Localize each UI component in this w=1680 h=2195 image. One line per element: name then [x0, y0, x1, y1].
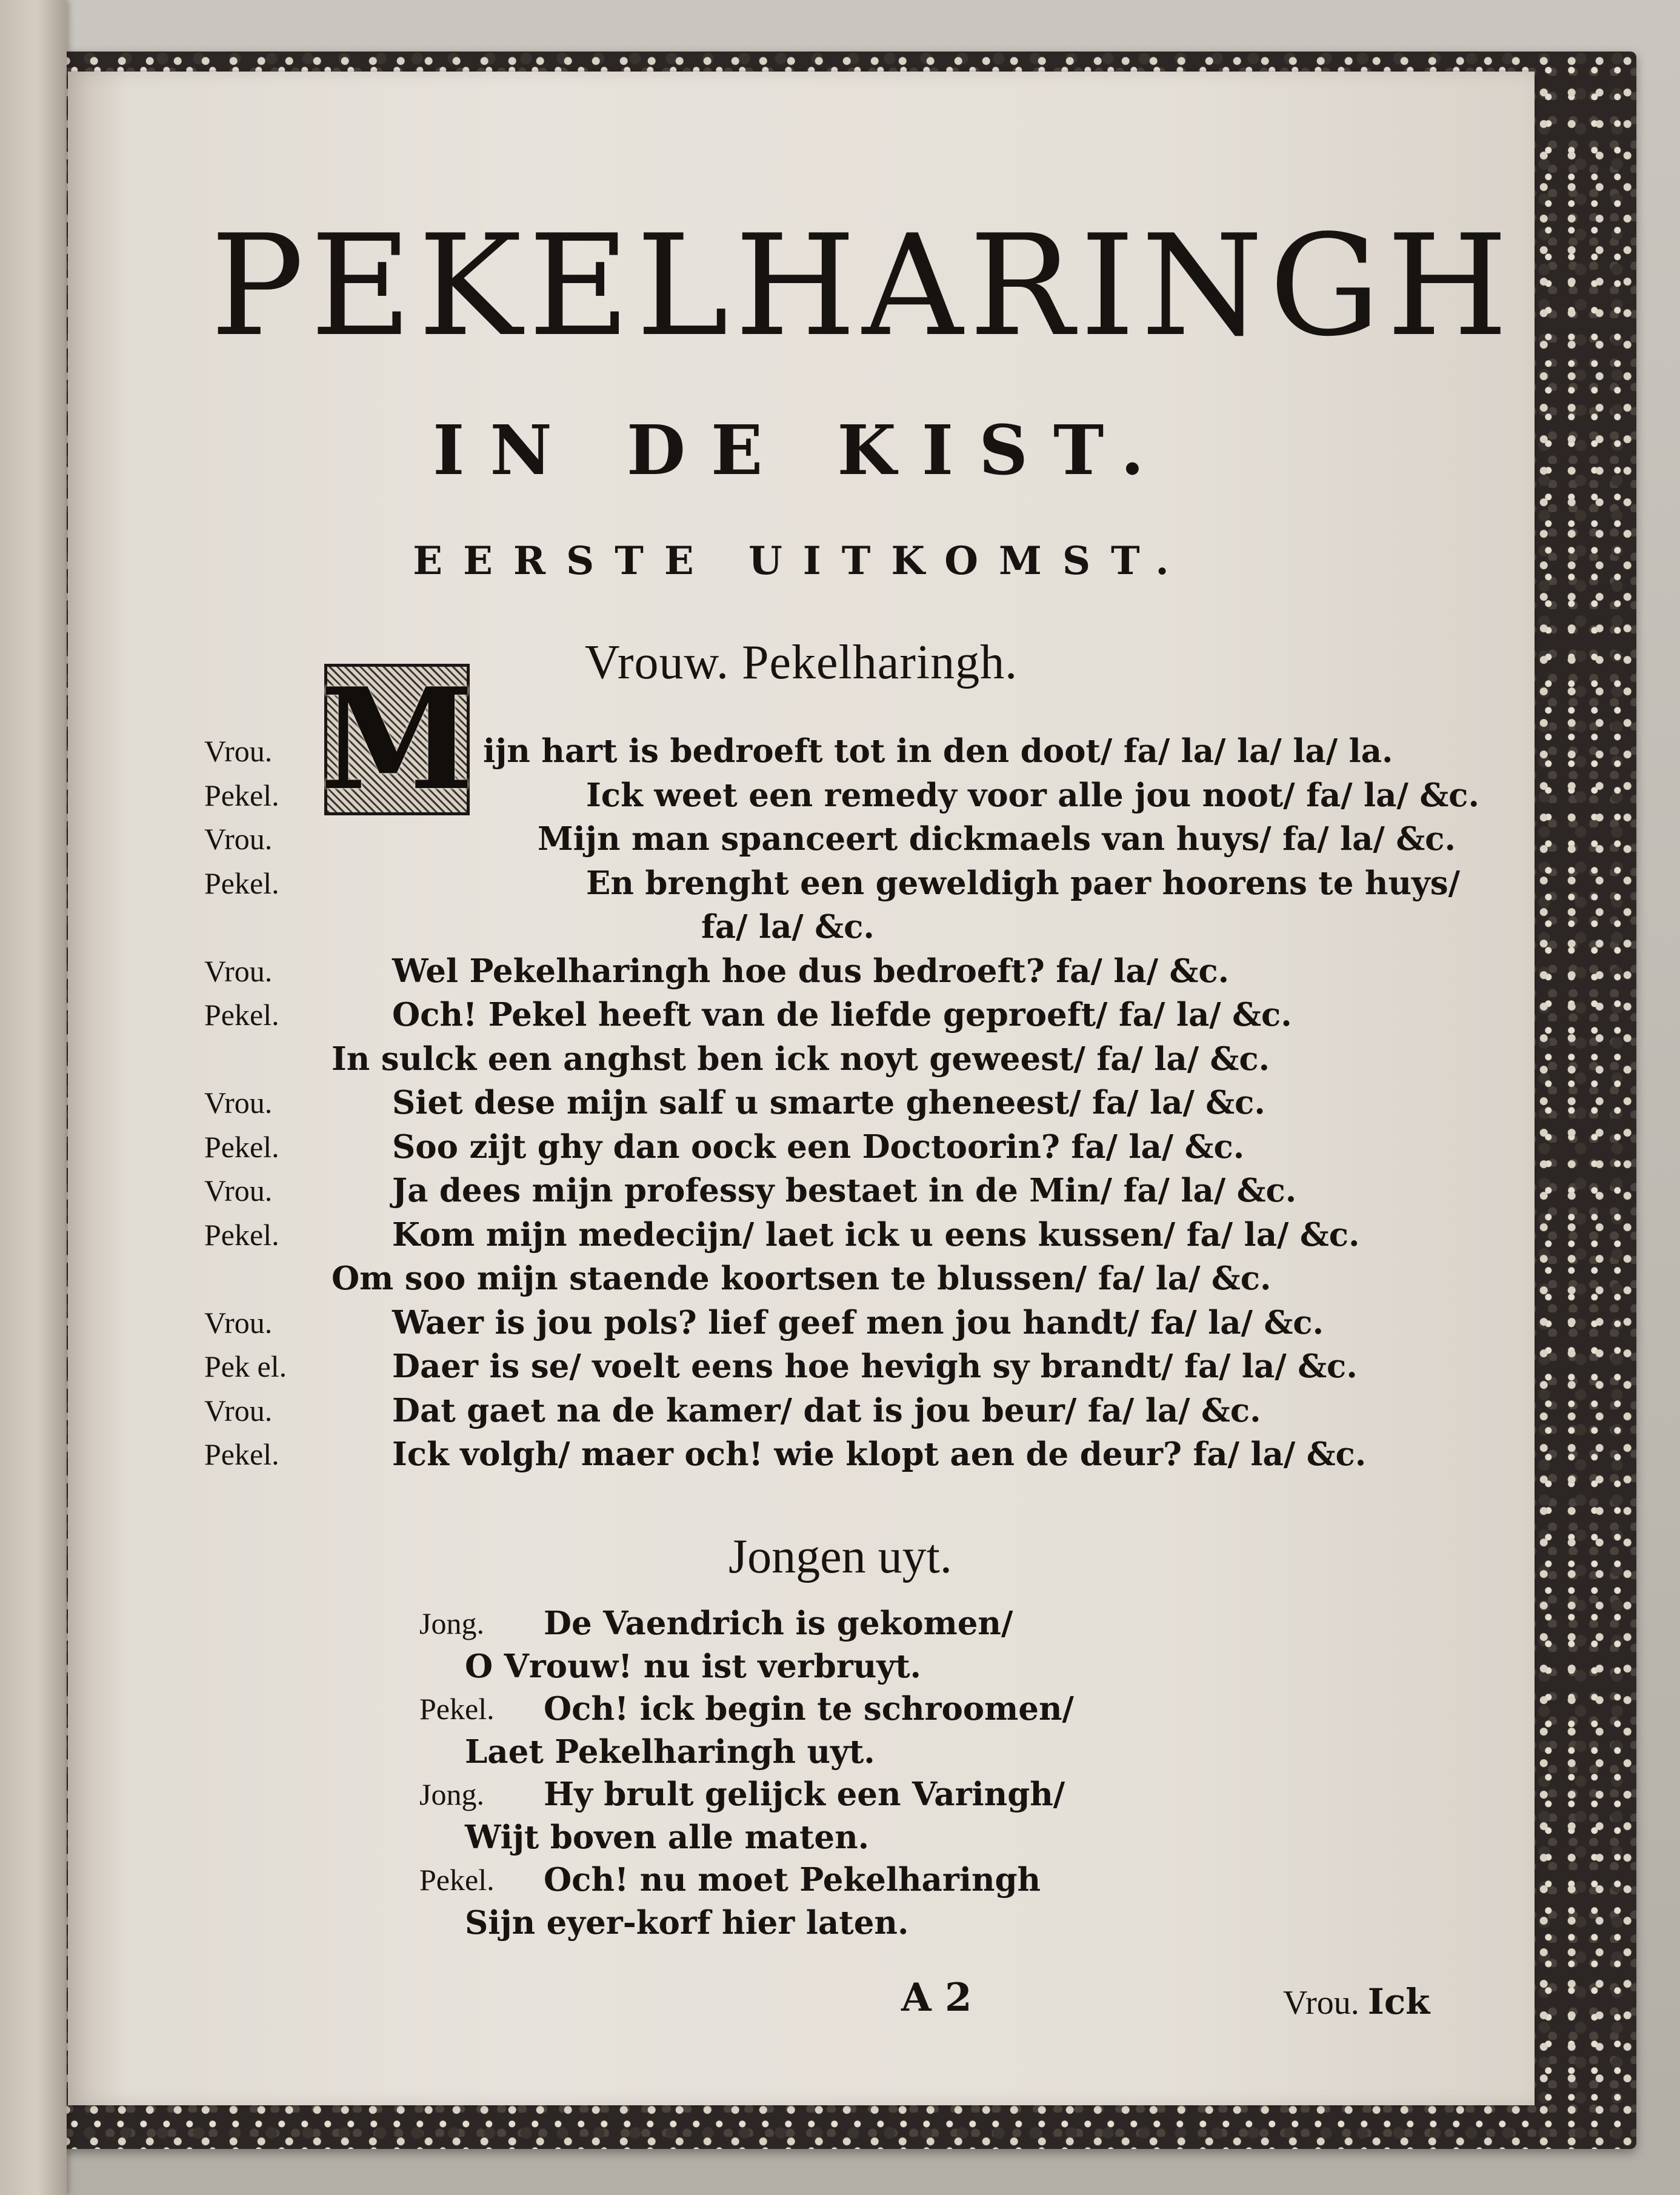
- speaker-label: Vrou.: [204, 1174, 273, 1208]
- dialogue-text: Ick weet een remedy voor alle jou noot/ fa/ la/ &c.: [586, 776, 1479, 814]
- dialogue-line: [204, 1081, 1556, 1125]
- jongen-heading: Jongen uyt.: [728, 1530, 952, 1583]
- dialogue-line: [204, 1213, 1556, 1257]
- dialogue-line: [204, 817, 1556, 861]
- dialogue-line: [204, 861, 1556, 906]
- page-title: PEKELHARINGH: [210, 205, 1515, 367]
- speaker-label: Pekel.: [419, 1692, 495, 1726]
- dialogue-text: Om soo mijn staende koortsen te blussen/ fa/ la/ &c.: [332, 1260, 1272, 1297]
- jongen-line: [419, 1688, 1207, 1731]
- jongen-line: [419, 1773, 1207, 1816]
- speaker-label: Vrou.: [204, 1086, 273, 1120]
- dialogue-text: En brenght een geweldigh paer hoorens te huys/: [586, 864, 1460, 902]
- jongen-line: [419, 1731, 1207, 1774]
- dialogue-line: [204, 1037, 1556, 1081]
- dialogue-text: Ja dees mijn professy bestaet in de Min/ fa/ la/ &c.: [392, 1172, 1297, 1209]
- speaker-label: Pekel.: [204, 1437, 279, 1471]
- jongen-line: [419, 1816, 1207, 1859]
- dialogue-line: [204, 1345, 1556, 1389]
- dialogue-text: ijn hart is bedroeft tot in den doot/ fa/ la/ la/ la/ la.: [483, 732, 1393, 770]
- left-page-edge: [0, 0, 67, 2195]
- dialogue-text: Kom mijn medecijn/ laet ick u eens kussen/ fa/ la/ &c.: [392, 1215, 1360, 1254]
- speaker-label: Vrou.: [204, 1393, 273, 1428]
- catchword: [1283, 1981, 1430, 2022]
- dialogue-text: Siet dese mijn salf u smarte gheneest/ fa/ la/ &c.: [392, 1084, 1265, 1121]
- jongen-text: Och! ick begin te schroomen/: [544, 1690, 1074, 1728]
- dialogue-text: Wel Pekelharingh hoe dus bedroeft? fa/ la/ &c.: [392, 952, 1230, 990]
- dialogue-text: In sulck een anghst ben ick noyt geweest/ fa/ la/ &c.: [332, 1040, 1270, 1078]
- dialogue-line: [204, 1389, 1556, 1433]
- jongen-text: Sijn eyer-korf hier laten.: [465, 1903, 909, 1942]
- speaker-label: Pekel.: [419, 1863, 495, 1897]
- speaker-label: Vrou.: [204, 954, 273, 988]
- drop-cap: [319, 658, 475, 821]
- speaker-label: Pekel.: [204, 866, 279, 900]
- book-page: [68, 72, 1535, 2105]
- jongen-line: [419, 1902, 1207, 1945]
- catchword-word: Ick: [1367, 1981, 1430, 2022]
- dialogue-text: Och! Pekel heeft van de liefde geproeft/ fa/ la/ &c.: [392, 996, 1292, 1034]
- character-roles: Vrouw. Pekelharingh.: [584, 636, 1018, 689]
- dialogue-text: Daer is se/ voelt eens hoe hevigh sy brandt/ fa/ la/ &c.: [392, 1348, 1358, 1385]
- speaker-label: Pekel.: [204, 778, 279, 812]
- dialogue-line: [204, 1169, 1556, 1213]
- jongen-text: Hy brult gelijck een Varingh/: [544, 1776, 1065, 1813]
- speaker-label: Jong.: [419, 1606, 484, 1640]
- dialogue-line: [204, 949, 1556, 994]
- dialogue-line: [204, 1301, 1556, 1345]
- dialogue-text: Waer is jou pols? lief geef men jou handt/ fa/ la/ &c.: [392, 1303, 1324, 1341]
- jongen-text: De Vaendrich is gekomen/: [544, 1605, 1013, 1642]
- dialogue-line: [204, 905, 1556, 949]
- dialogue-line: [204, 993, 1556, 1037]
- jongen-line: [419, 1859, 1207, 1902]
- signature-mark: A 2: [901, 1975, 972, 2020]
- jongen-text: Wijt boven alle maten.: [465, 1818, 870, 1856]
- dialogue-text: Soo zijt ghy dan oock een Doctoorin? fa/ la/ &c.: [392, 1128, 1245, 1166]
- dialogue-text: Dat gaet na de kamer/ dat is jou beur/ fa/ la/ &c.: [392, 1391, 1261, 1429]
- dialogue-block: [204, 729, 1556, 1477]
- jongen-line: [419, 1645, 1207, 1688]
- speaker-label: Pek el.: [204, 1349, 287, 1383]
- speaker-label: Pekel.: [204, 998, 279, 1032]
- dialogue-line: [204, 1125, 1556, 1169]
- speaker-label: Vrou.: [204, 734, 273, 768]
- drop-cap-letter: M: [319, 658, 475, 821]
- speaker-label: Pekel.: [204, 1217, 279, 1252]
- dialogue-line: [204, 1432, 1556, 1477]
- speaker-label: Jong.: [419, 1777, 484, 1811]
- page-subtitle: IN DE KIST.: [433, 411, 1170, 490]
- dialogue-text: Ick volgh/ maer och! wie klopt aen de deur? fa/ la/ &c.: [392, 1435, 1367, 1473]
- dialogue-text: Mijn man spanceert dickmaels van huys/ fa/ la/ &c.: [538, 820, 1456, 858]
- speaker-label: Pekel.: [204, 1129, 279, 1164]
- jongen-text: Laet Pekelharingh uyt.: [465, 1732, 875, 1771]
- jongen-line: [419, 1602, 1207, 1645]
- speaker-label: Vrou.: [204, 1305, 273, 1340]
- jongen-text: Och! nu moet Pekelharingh: [544, 1861, 1041, 1899]
- jongen-dialogue-block: [419, 1602, 1207, 1944]
- speaker-label: Vrou.: [204, 822, 273, 856]
- dialogue-line: [204, 1257, 1556, 1301]
- dialogue-text: fa/ la/ &c.: [701, 908, 875, 946]
- jongen-text: O Vrouw! nu ist verbruyt.: [465, 1647, 921, 1685]
- section-heading: EERSTE UITKOMST.: [413, 538, 1190, 584]
- catchword-speaker: Vrou.: [1283, 1984, 1359, 2022]
